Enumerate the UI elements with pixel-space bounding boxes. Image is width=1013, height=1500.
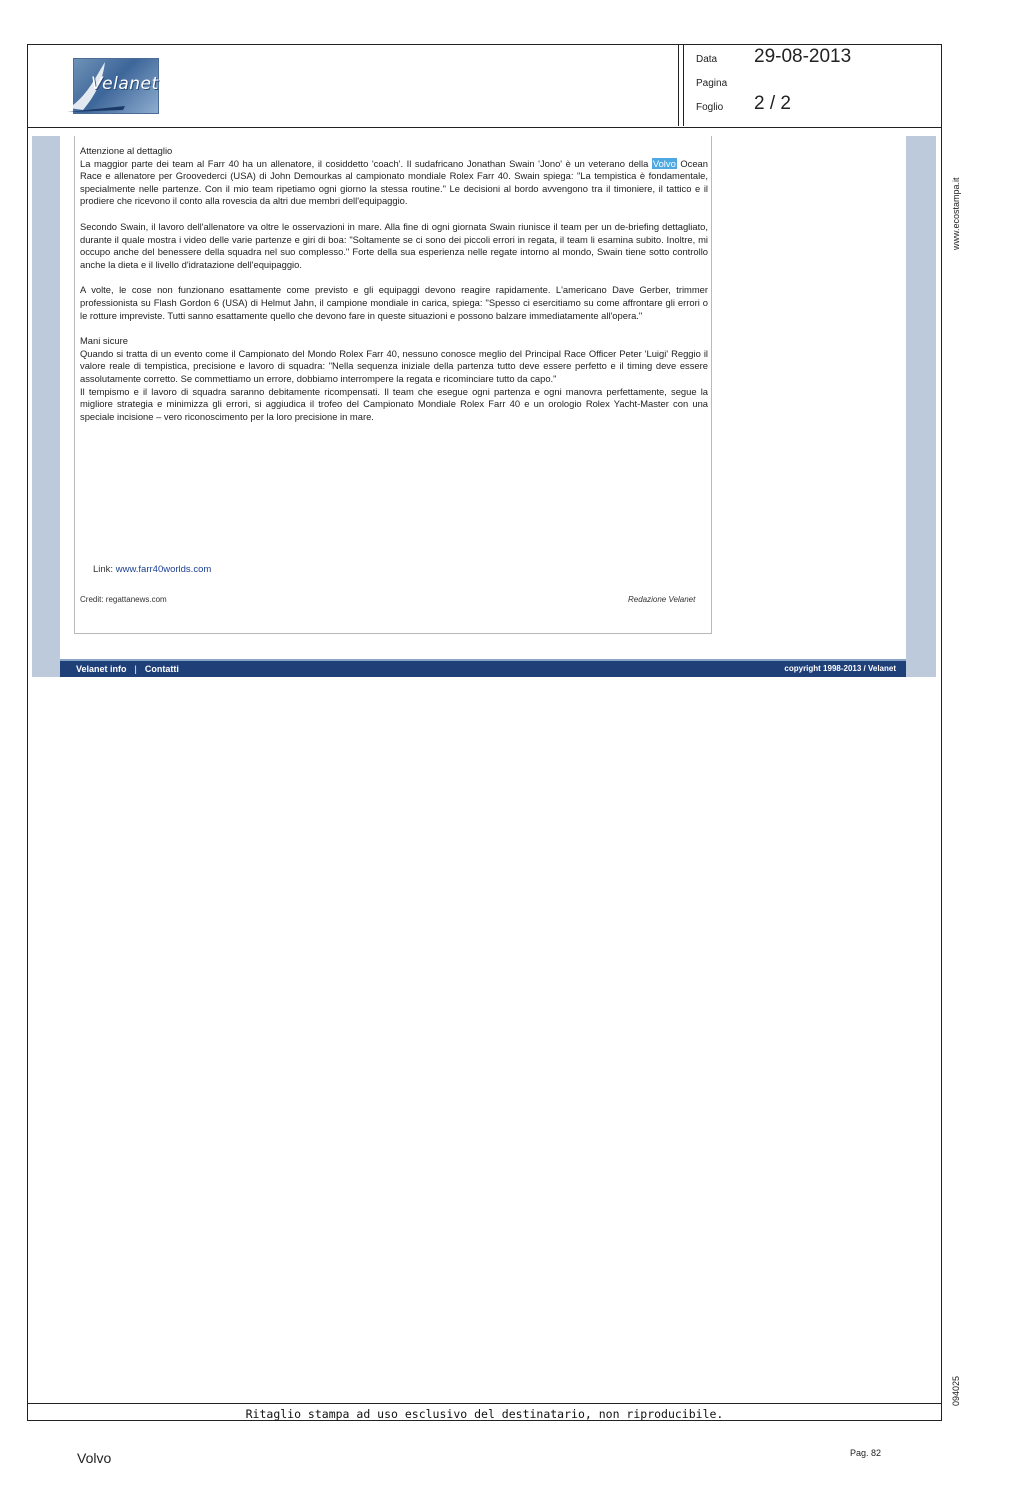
velanet-logo	[65, 56, 161, 116]
footer-copyright: copyright 1998-2013 / Velanet	[784, 664, 896, 673]
footer-link-contacts[interactable]: Contatti	[144, 664, 179, 674]
meta-cell	[683, 44, 942, 126]
logo-text: Velanet	[91, 74, 159, 94]
paragraph-2: Secondo Swain, il lavoro dell'allenatore va oltre le osservazioni in mare. Alla fine di ogni giornata Swain riunisce il team per un de-briefing dettagliato, durante il quale mostra i video delle varie partenze e giri di boa: "Soltamente se ci sono dei piccoli errori in regata, il team li esamina subito. Inoltre, mi occupo anche del benessere della squadra nel suo complesso." Forte della sua esperienza nelle regate intorno al mondo, Swain tiene sotto controllo anche la dieta e il livello d'idratazione dell'equipaggio.	[80, 220, 708, 270]
site-watermark: www.ecostampa.it	[951, 177, 961, 250]
link-label: Link:	[93, 564, 114, 575]
highlighted-keyword: Volvo	[652, 157, 676, 169]
paragraph-4	[80, 335, 708, 423]
source-link-row	[93, 564, 211, 575]
date-label: Data	[696, 54, 718, 65]
bottom-divider	[27, 1403, 942, 1404]
credits: Credit: regattanews.com	[80, 595, 167, 604]
page-label: Pagina	[696, 78, 728, 89]
paragraph-3: A volte, le cose non funzionano esattamente come previsto e gli equipaggi devono reagire rapidamente. L'americano Dave Gerber, trimmer professionista su Flash Gordon 6 (USA) di Helmut Jahn, il campione mondiale in carica, spiega: "Spesso ci esercitiamo su come affrontare gli errori o le rotture impreviste. Tutti sanno esattamente quello che devono fare in queste situazioni e possono balzare immediatamente all'opera."	[80, 284, 708, 321]
paragraph-text: Ocean Race e allenatore per Groovederci (USA) di John Demourkas al campionato mondiale Rolex Farr 40. Swain spiega: "La tempistica è fondamentale, specialmente nelle partenze. Con il mio team ripetiamo ogni giorno la stessa routine." Le decisioni al bordo avvengono tra il timoniere, il tattico e il prodiere che ricevono il conto alla rovescia da altri due membri dell'equipaggio.	[80, 157, 708, 207]
page-number: Pag. 82	[850, 1448, 882, 1458]
footer-separator: |	[134, 664, 137, 674]
search-keyword: Volvo	[77, 1450, 112, 1466]
date-value: 29-08-2013	[754, 46, 852, 67]
document-code: 094025	[951, 1375, 961, 1406]
paragraph-text: Il tempismo e il lavoro di squadra saranno debitamente ricompensati. Il team che esegue ogni partenza e ogni manovra perfettamente, segue la migliore strategia e minimizza gli errori, si aggiudica il trofeo del Campionato Mondiale Rolex Farr 40 e un orologio Rolex Yacht-Master con una speciale incisione – vero riconoscimento per la loro precisione in mare.	[80, 385, 708, 422]
sheet-label: Foglio	[696, 102, 724, 113]
source-link[interactable]: www.farr40worlds.com	[115, 564, 212, 575]
section-title: Mani sicure	[80, 335, 128, 347]
author: Redazione Velanet	[628, 595, 696, 604]
site-footer	[60, 659, 906, 677]
article-body	[80, 145, 708, 436]
footer-link-info[interactable]: Velanet info	[76, 664, 127, 674]
sheet-value: 2 / 2	[754, 93, 791, 114]
disclaimer: Ritaglio stampa ad uso esclusivo del destinatario, non riproducibile.	[245, 1407, 724, 1421]
paragraph-text: Quando si tratta di un evento come il Campionato del Mondo Rolex Farr 40, nessuno conosce meglio del Principal Race Officer Peter 'Luigi' Reggio il valore reale di tempistica, precisione e lavoro di squadra: "Nella sequenza iniziale della partenza tutto deve essere perfetto e il timing deve essere assolutamente corretto. Se commettiamo un errore, dobbiamo interrompere la regata e ricominciare tutto da capo."	[80, 347, 708, 384]
section-title: Attenzione al dettaglio	[80, 145, 173, 156]
logo-cell	[27, 44, 679, 126]
footer-links	[76, 664, 179, 674]
document-header	[27, 44, 942, 128]
paragraph-text: La maggior parte dei team al Farr 40 ha un allenatore, il cosiddetto 'coach'. Il sudafricano Jonathan Swain 'Jono' è un veterano della	[80, 157, 652, 169]
paragraph-1	[80, 145, 708, 208]
